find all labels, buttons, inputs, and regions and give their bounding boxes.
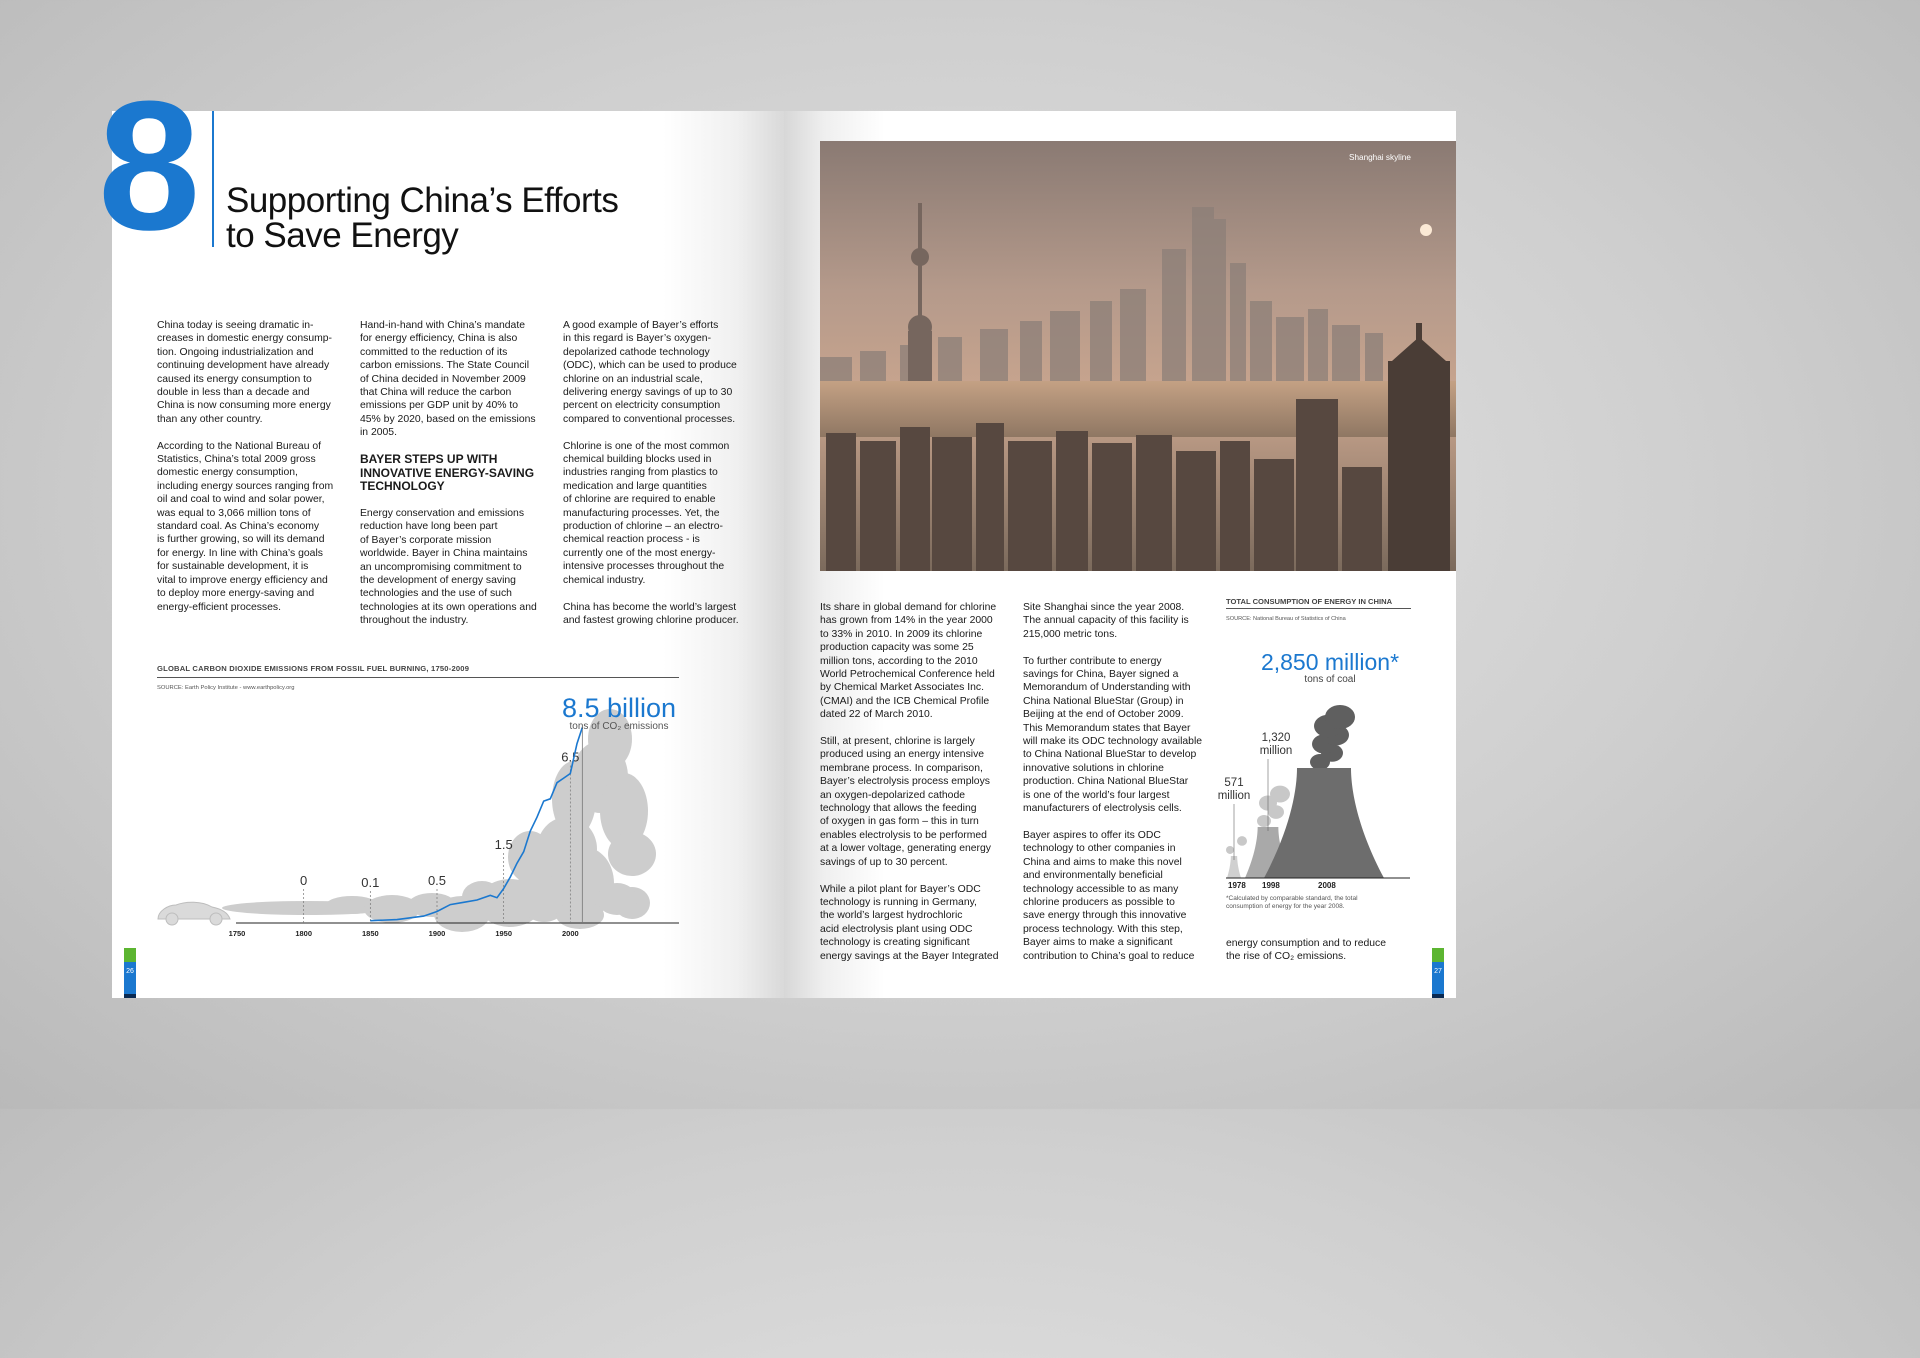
paragraph: energy consumption and to reduce the rise of CO₂ emissions. (1226, 938, 1387, 963)
smoke-puff (1257, 815, 1271, 827)
paragraph: Chlorine is one of the most common chemical building blocks used in industries ranging from plastics to medication and large quantities of chlorine are required to enable manufacturing processes. Yet, the production of chlorine – an electro- chemical reaction process - is currently one of the most energy- intensive processes throughout the chemical industry. (563, 440, 730, 586)
paragraph: Still, at present, chlorine is largely produced using an energy intensive membrane process. In comparison, Bayer’s electrolysis process employs an oxygen-depolarized cathode technology that allows the feeding of oxygen in gas form – this in turn enables electrolysis to be performed at a lower voltage, generating energy savings of up to 30 percent. (820, 736, 991, 868)
smoke-cloud (222, 709, 656, 932)
value-label: 571 (1224, 776, 1244, 789)
right-column-1 (820, 601, 1015, 976)
smoke-puff (1325, 705, 1355, 729)
emissions-chart-title: GLOBAL CARBON DIOXIDE EMISSIONS FROM FOSSIL FUEL BURNING, 1750-2009 (157, 664, 470, 673)
car-icon (158, 902, 230, 925)
value-label: million (1259, 745, 1293, 758)
headline-value (562, 693, 676, 732)
smoke-puff (1226, 846, 1234, 854)
x-tick-label: 1800 (295, 929, 313, 938)
smoke-puff (1237, 836, 1247, 846)
left-column-2 (360, 319, 552, 641)
year-label: 2008 (1318, 881, 1336, 890)
photo-caption: Shanghai skyline (1349, 153, 1411, 162)
annotation-label: 0.1 (361, 875, 380, 890)
page-tab-navy (1432, 994, 1444, 998)
x-tick-label: 1950 (495, 929, 513, 938)
paragraph: China has become the world’s largest and fastest growing chlorine producer. (563, 601, 739, 626)
skyline-illustration (820, 141, 1456, 571)
paragraph: Hand-in-hand with China’s mandate for energy efficiency, China is also committed to the reduction of its carbon emissions. The State Council of China decided in November 2009 that China will reduce the carbon emissions per GDP unit by 40% to 45% by 2020, based on the emissions in 2005. (360, 320, 536, 439)
headline-value-text: 2,850 million* (1260, 649, 1400, 675)
chapter-title (226, 183, 618, 253)
emissions-chart (112, 671, 784, 998)
x-tick-label: 2000 (561, 929, 579, 938)
paragraph: China today is seeing dramatic in- creases in domestic energy consump- tion. Ongoing industrialization and continuing development have already caused its energy consumption to double in less than a decade and China is now consuming more energy than any other country. (157, 320, 332, 425)
x-tick-label: 1850 (361, 929, 379, 938)
x-axis-ticks (229, 929, 579, 938)
page-tab-green (1432, 948, 1444, 962)
chapter-title-line2: to Save Energy (226, 216, 459, 255)
headline-unit-text: tons of coal (1304, 674, 1356, 685)
chapter-rule (212, 111, 214, 247)
energy-chart-title: TOTAL CONSUMPTION OF ENERGY IN CHINA (1226, 597, 1393, 606)
x-tick-label: 1750 (228, 929, 246, 938)
left-column-1 (157, 319, 347, 627)
page-number-right: 27 (1434, 968, 1442, 975)
chapter-number: 8 (98, 62, 197, 268)
paragraph: To further contribute to energy savings for China, Bayer signed a Memorandum of Understanding with China National BlueStar (Group) in Beijing at the end of October 2009. This Memorandum states that Bayer will make its ODC technology available to China National BlueStar to develop innovative solutions in chlorine production. China National BlueStar is one of the world’s four largest manufacturers of electrolysis cells. (1023, 655, 1203, 815)
paragraph: Bayer aspires to offer its ODC technology to other companies in China and aims to make this novel and environmentally beneficial technology accessible to as many chlorine producers as possible to save energy through this innovative process technology. With this step, Bayer aims to make a significant contribution to China’s goal to reduce (1023, 829, 1195, 962)
paragraph: Its share in global demand for chlorine has grown from 14% in the year 2000 to 33% in 2010. In 2009 its chlorine production capacity was some 25 million tons, according to the 2010 World Petrochemical Conference held by Chemical Market Associates Inc. (CMAI) and the ICB Chemical Profile dated 22 of March 2010. (820, 602, 997, 721)
chapter-title-line1: Supporting China’s Efforts (226, 181, 619, 220)
page-tab-navy (124, 994, 136, 998)
headline-unit-text: tons of CO₂ emissions (569, 721, 669, 732)
x-tick-label: 1900 (428, 929, 446, 938)
shanghai-skyline-photo (820, 141, 1456, 571)
year-label: 1998 (1262, 881, 1280, 890)
page-number-left: 26 (126, 968, 134, 975)
annotation-label: 0 (300, 873, 308, 888)
right-column-2 (1023, 601, 1218, 976)
paragraph: Energy conservation and emissions reduction have long been part of Bayer’s corporate mission worldwide. Bayer in China maintains an uncompromising commitment to the development of energy saving technologies and the use of such technologies at its own operations and throughout the industry. (360, 507, 537, 627)
right-column-3-tail (1226, 937, 1416, 977)
energy-chart-source: SOURCE: National Bureau of Statistics of China (1226, 616, 1346, 622)
section-heading: BAYER STEPS UP WITH INNOVATIVE ENERGY-SAVING TECHNOLOGY (360, 452, 535, 494)
smoke-puff (1270, 786, 1290, 803)
value-label: million (1217, 789, 1251, 802)
cooling-towers (1227, 768, 1384, 878)
year-label: 1978 (1228, 881, 1246, 890)
emissions-chart-source: SOURCE: Earth Policy Institute - www.earthpolicy.org (157, 685, 295, 691)
annotation-label: 6.5 (561, 749, 580, 765)
page-tab-blue (124, 962, 136, 994)
right-page (784, 111, 1456, 998)
paragraph: According to the National Bureau of Statistics, China’s total 2009 gross domestic energy consumption, including energy sources ranging from oil and coal to wind and solar power, was equal to 3,066 million tons of standard coal. As China’s economy is further growing, so will its demand for energy. In line with China’s goals for sustainable development, it is vital to improve energy efficiency and to deploy more energy-saving and energy-efficient processes. (157, 440, 334, 613)
annotation-label: 1.5 (494, 837, 513, 852)
paragraph: Site Shanghai since the year 2008. The annual capacity of this facility is 215,000 metric tons. (1023, 602, 1189, 640)
page-tab-green (124, 948, 136, 962)
energy-year-labels (1228, 881, 1336, 890)
energy-chart-rule (1226, 608, 1411, 609)
left-page (98, 62, 784, 998)
left-column-3 (563, 319, 758, 641)
value-label: 1,320 (1261, 732, 1291, 745)
paragraph: While a pilot plant for Bayer’s ODC technology is running in Germany, the world’s largest hydrochloric acid electrolysis plant using ODC technology is creating significant energy savings at the Bayer Integrated (820, 883, 999, 962)
headline-value-text: 8.5 billion (561, 693, 677, 723)
energy-chart-footnote: *Calculated by comparable standard, the total consumption of energy for the year 2008. (1226, 895, 1358, 910)
energy-chart (1217, 626, 1420, 896)
page-tab-blue (1432, 962, 1444, 994)
cooling-tower (1264, 768, 1384, 878)
paragraph: A good example of Bayer’s efforts in this regard is Bayer’s oxygen- depolarized cathode technology (ODC), which can be used to produce chlorine on an industrial scale, delivering energy savings of up to 30 percent on electricity consumption compared to conventional processes. (563, 320, 737, 425)
annotation-label: 0.5 (427, 873, 447, 888)
